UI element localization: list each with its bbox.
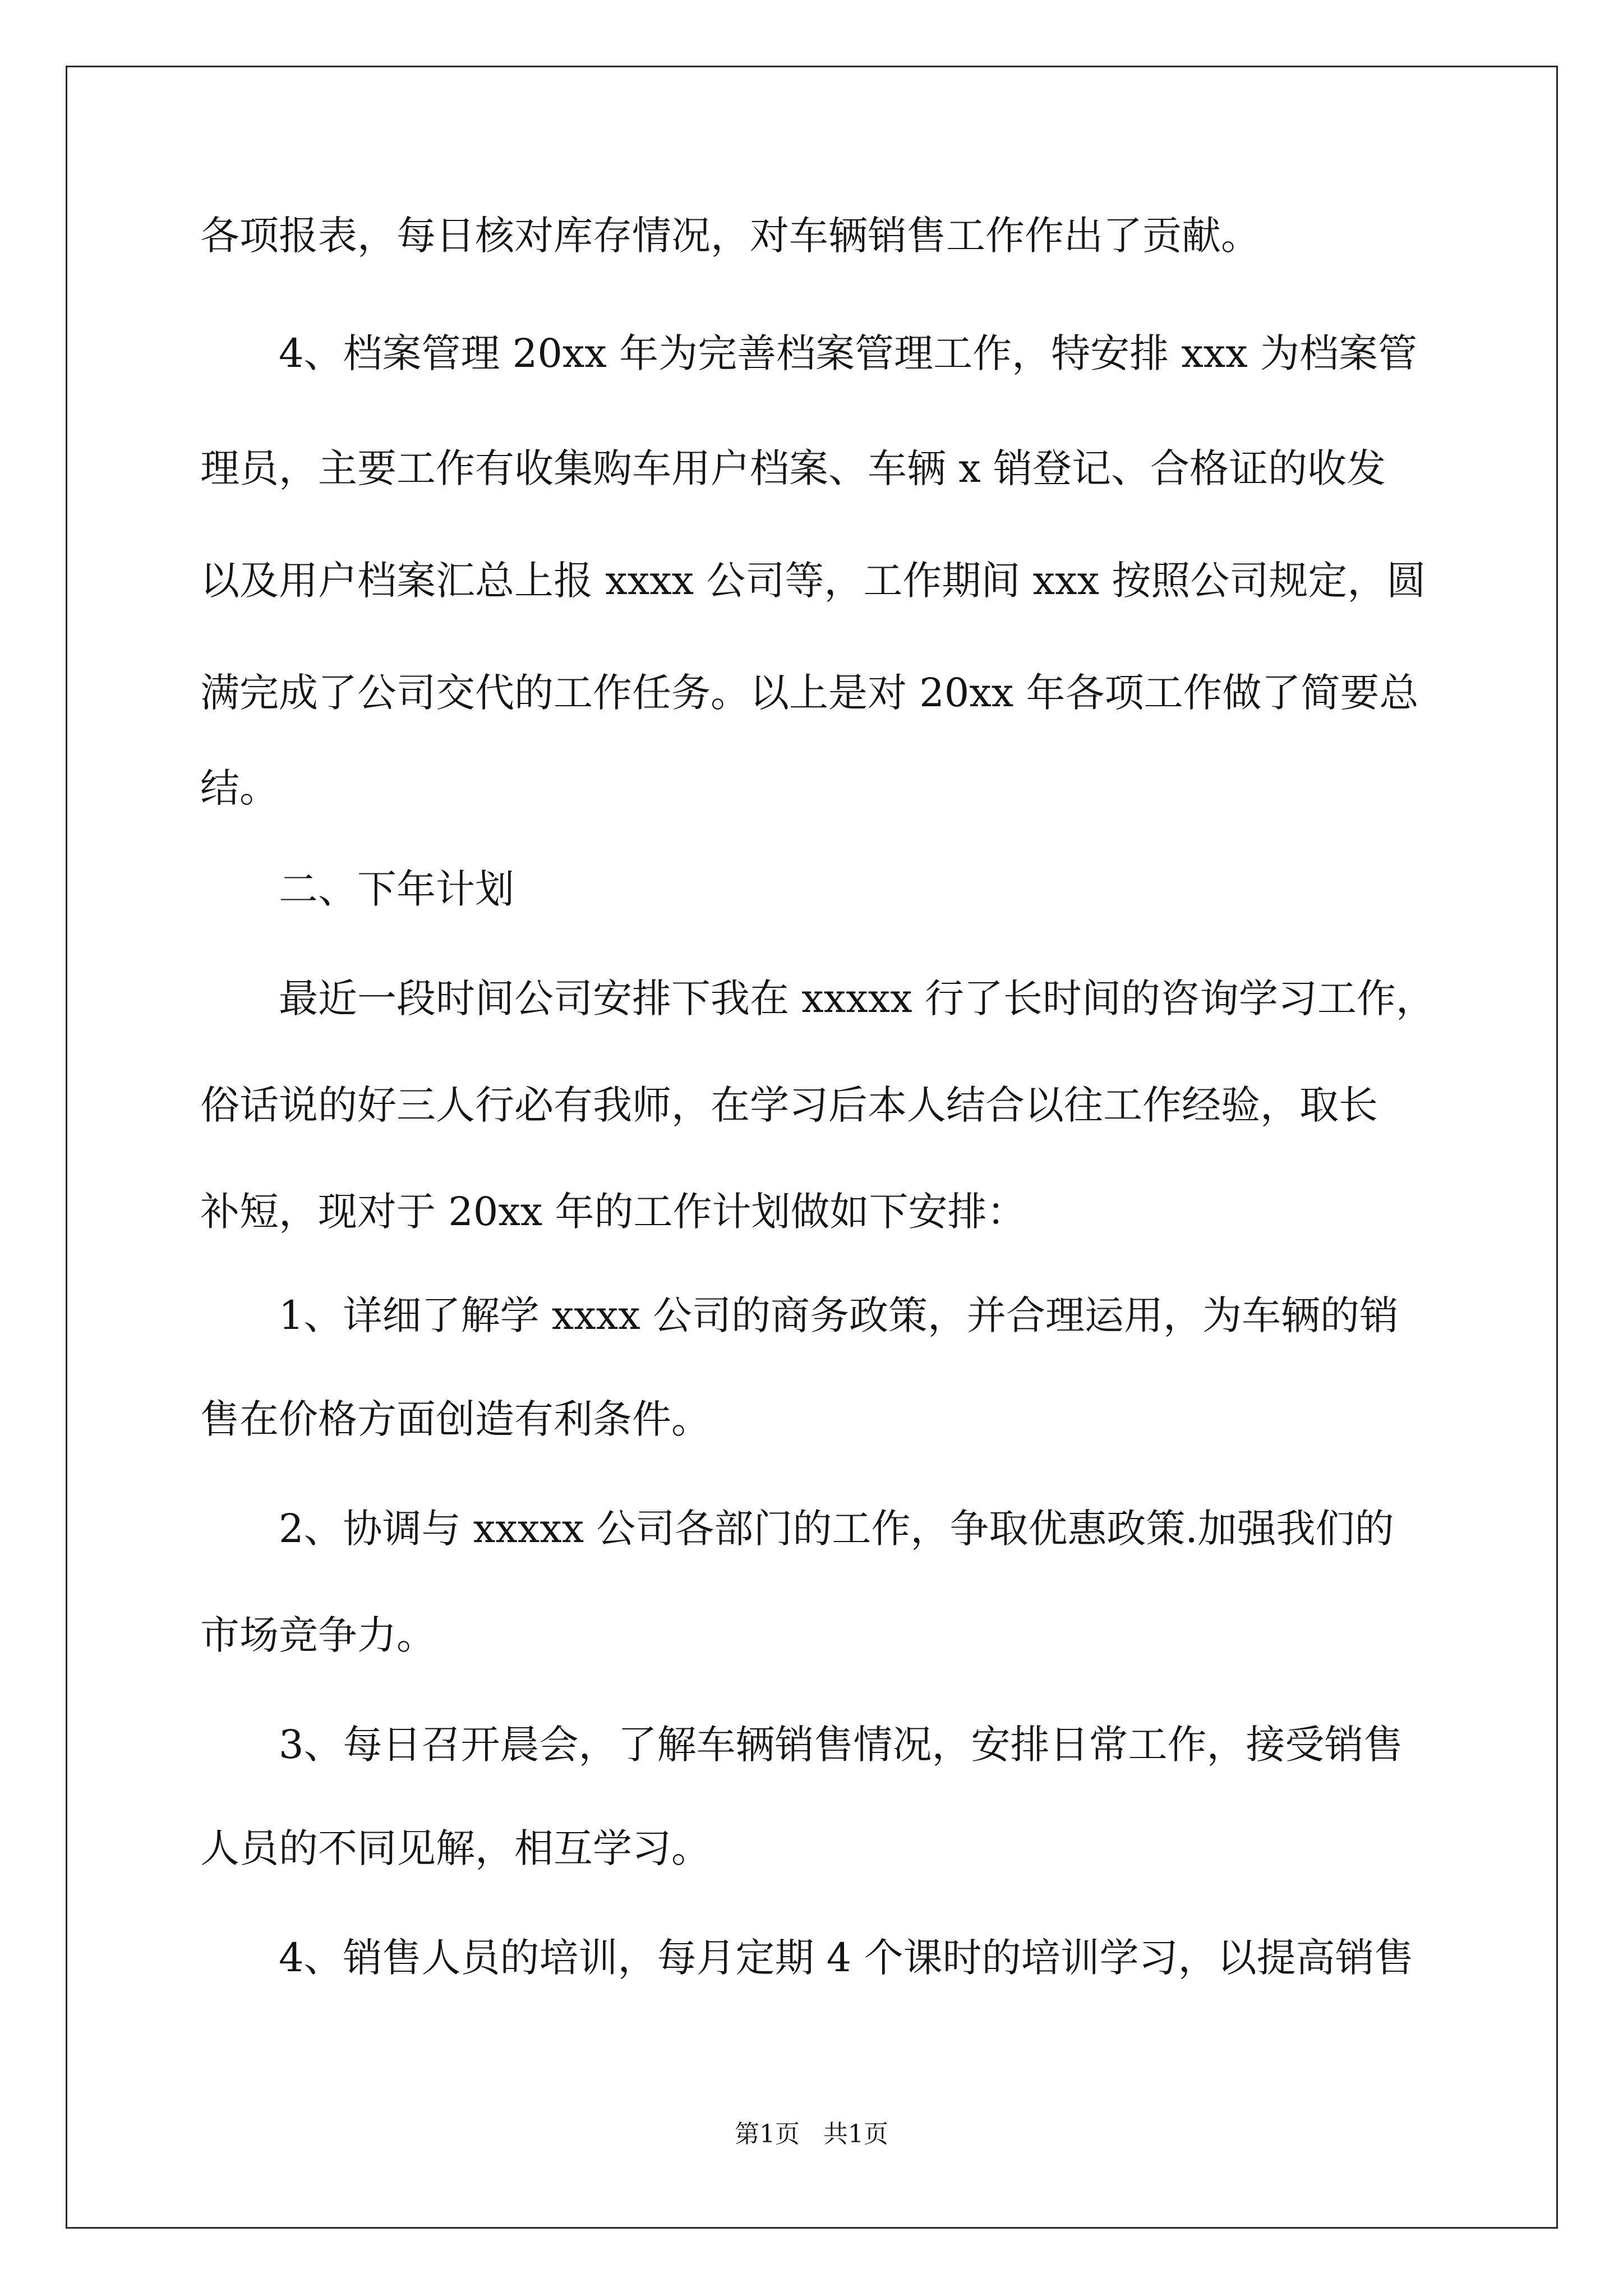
text-line: 售在价格方面创造有利条件。 (200, 1396, 711, 1442)
text-line: 1、详细了解学 xxxx 公司的商务政策，并合理运用，为车辆的销 (279, 1292, 1399, 1338)
text-line: 俗话说的好三人行必有我师，在学习后本人结合以往工作经验，取长 (200, 1082, 1378, 1128)
text-line: 满完成了公司交代的工作任务。以上是对 20xx 年各项工作做了简要总 (200, 670, 1419, 716)
section-heading: 二、下年计划 (279, 866, 514, 912)
text-line: 最近一段时间公司安排下我在 xxxxx 行了长时间的咨询学习工作， (279, 976, 1435, 1022)
text-line: 理员，主要工作有收集购车用户档案、车辆 x 销登记、合格证的收发 (200, 445, 1386, 491)
text-line: 结。 (200, 765, 279, 811)
text-line: 4、档案管理 20xx 年为完善档案管理工作，特安排 xxx 为档案管 (279, 330, 1417, 376)
text-line: 3、每日召开晨会，了解车辆销售情况，安排日常工作，接受销售 (279, 1722, 1403, 1768)
page-border (66, 66, 1558, 2229)
text-line: 补短，现对于 20xx 年的工作计划做如下安排： (200, 1189, 1026, 1235)
page-number-footer: 第1页 共1页 (735, 2120, 888, 2148)
text-line: 以及用户档案汇总上报 xxxx 公司等，工作期间 xxx 按照公司规定，圆 (200, 558, 1426, 604)
text-line: 各项报表，每日核对库存情况，对车辆销售工作作出了贡献。 (200, 213, 1260, 259)
text-line: 人员的不同见解，相互学习。 (200, 1825, 711, 1871)
text-line: 市场竞争力。 (200, 1612, 436, 1658)
text-line: 4、销售人员的培训，每月定期 4 个课时的培训学习，以提高销售 (279, 1935, 1414, 1981)
text-line: 2、协调与 xxxxx 公司各部门的工作，争取优惠政策.加强我们的 (279, 1506, 1394, 1552)
